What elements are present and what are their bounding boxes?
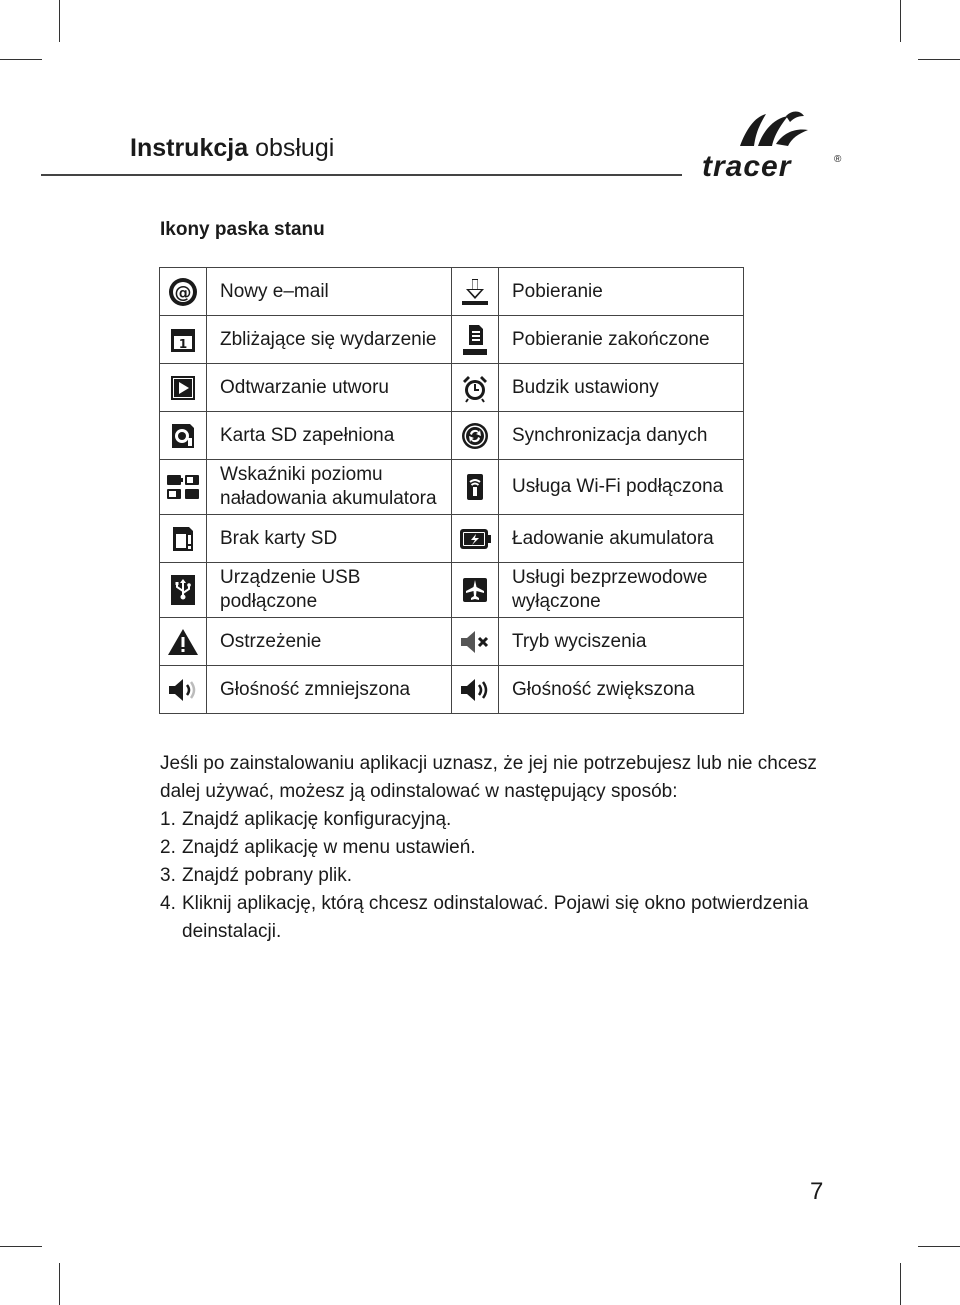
table-row — [160, 666, 744, 714]
play-icon — [168, 373, 198, 403]
intro-paragraph: Jeśli po zainstalowaniu aplikacji uznasz, że jej nie potrzebujesz lub nie chcesz dalej używać, możesz ją odinstalować w następujący sposób: — [160, 753, 817, 802]
table-cell-icon — [452, 316, 499, 364]
section-title: Ikony paska stanu — [160, 219, 325, 240]
list-item — [160, 862, 850, 890]
alarm-clock-icon — [460, 373, 490, 403]
at-sign-icon — [168, 277, 198, 307]
warning-icon — [167, 627, 199, 657]
volume-down-icon — [166, 675, 200, 705]
page-number: 7 — [810, 1178, 824, 1205]
status-label: Budzik ustawiony — [499, 364, 744, 412]
step-text: Znajdź aplikację konfiguracyjną. — [182, 809, 452, 830]
table-cell-icon — [452, 666, 499, 714]
uninstall-instructions — [160, 750, 850, 946]
status-label: Nowy e–mail — [207, 268, 452, 316]
crop-mark — [900, 1263, 901, 1305]
status-label: Tryb wyciszenia — [499, 618, 744, 666]
page-title — [130, 134, 334, 163]
title-bold: Instrukcja — [130, 134, 249, 162]
status-label: Głośność zmniejszona — [207, 666, 452, 714]
table-row — [160, 563, 744, 618]
crop-mark — [918, 1246, 960, 1247]
mute-icon — [458, 627, 492, 657]
logo-registered-mark: ® — [834, 154, 842, 165]
crop-mark — [59, 1263, 60, 1305]
status-label: Urządzenie USB podłączone — [207, 563, 452, 618]
status-label: Ładowanie akumulatora — [499, 515, 744, 563]
table-cell-icon — [452, 460, 499, 515]
step-number: 2. — [160, 837, 176, 858]
crop-mark — [900, 0, 901, 42]
list-item — [160, 834, 850, 862]
airplane-mode-icon — [460, 575, 490, 605]
calendar-icon — [168, 325, 198, 355]
table-row — [160, 412, 744, 460]
list-item — [160, 806, 850, 834]
svg-text:@: @ — [174, 282, 192, 303]
status-label: Pobieranie zakończone — [499, 316, 744, 364]
title-light: obsługi — [255, 134, 335, 162]
sync-icon — [460, 421, 490, 451]
table-cell-icon — [452, 412, 499, 460]
table-row — [160, 316, 744, 364]
table-cell-icon — [452, 268, 499, 316]
status-label: Usługa Wi-Fi podłączona — [499, 460, 744, 515]
status-label: Pobieranie — [499, 268, 744, 316]
download-icon — [460, 277, 490, 307]
svg-text:1: 1 — [178, 336, 188, 351]
logo-text: tracer — [702, 150, 792, 182]
crop-mark — [918, 59, 960, 60]
table-row — [160, 364, 744, 412]
table-cell-icon — [452, 618, 499, 666]
status-label: Usługi bezprzewodowe wyłączone — [499, 563, 744, 618]
step-text: Znajdź pobrany plik. — [182, 865, 353, 886]
table-cell-icon — [160, 268, 207, 316]
table-cell-icon — [160, 515, 207, 563]
list-item — [160, 890, 850, 946]
status-label: Głośność zwiększona — [499, 666, 744, 714]
table-cell-icon — [452, 563, 499, 618]
crop-mark — [0, 59, 42, 60]
table-row — [160, 515, 744, 563]
step-text: Kliknij aplikację, którą chcesz odinstalować. Pojawi się okno potwierdzenia deinstalacji. — [182, 893, 809, 942]
wifi-icon — [460, 472, 490, 502]
status-label: Synchronizacja danych — [499, 412, 744, 460]
step-number: 3. — [160, 865, 176, 886]
status-label: Karta SD zapełniona — [207, 412, 452, 460]
volume-up-icon — [458, 675, 492, 705]
table-row — [160, 618, 744, 666]
sd-card-full-icon — [168, 421, 198, 451]
status-label: Ostrzeżenie — [207, 618, 452, 666]
header-rule — [41, 174, 682, 176]
table-cell-icon — [160, 666, 207, 714]
battery-level-icon — [165, 472, 201, 502]
crop-mark — [59, 0, 60, 42]
table-row — [160, 460, 744, 515]
steps-list — [160, 806, 850, 946]
table-row — [160, 268, 744, 316]
status-icon-table — [159, 267, 744, 714]
table-cell-icon — [160, 460, 207, 515]
status-label: Zbliżające się wydarzenie — [207, 316, 452, 364]
download-complete-icon — [460, 323, 490, 357]
usb-icon — [168, 573, 198, 607]
table-cell-icon — [160, 563, 207, 618]
battery-charging-icon — [458, 524, 492, 554]
crop-mark — [0, 1246, 42, 1247]
table-cell-icon — [160, 364, 207, 412]
step-text: Znajdź aplikację w menu ustawień. — [182, 837, 476, 858]
step-number: 4. — [160, 893, 176, 914]
status-label: Brak karty SD — [207, 515, 452, 563]
table-cell-icon — [452, 364, 499, 412]
table-cell-icon — [160, 412, 207, 460]
no-sd-card-icon — [168, 524, 198, 554]
tracer-logo — [700, 106, 845, 182]
status-label: Odtwarzanie utworu — [207, 364, 452, 412]
step-number: 1. — [160, 809, 176, 830]
table-cell-icon — [160, 316, 207, 364]
table-cell-icon — [452, 515, 499, 563]
table-cell-icon — [160, 618, 207, 666]
status-label: Wskaźniki poziomu naładowania akumulatora — [207, 460, 452, 515]
